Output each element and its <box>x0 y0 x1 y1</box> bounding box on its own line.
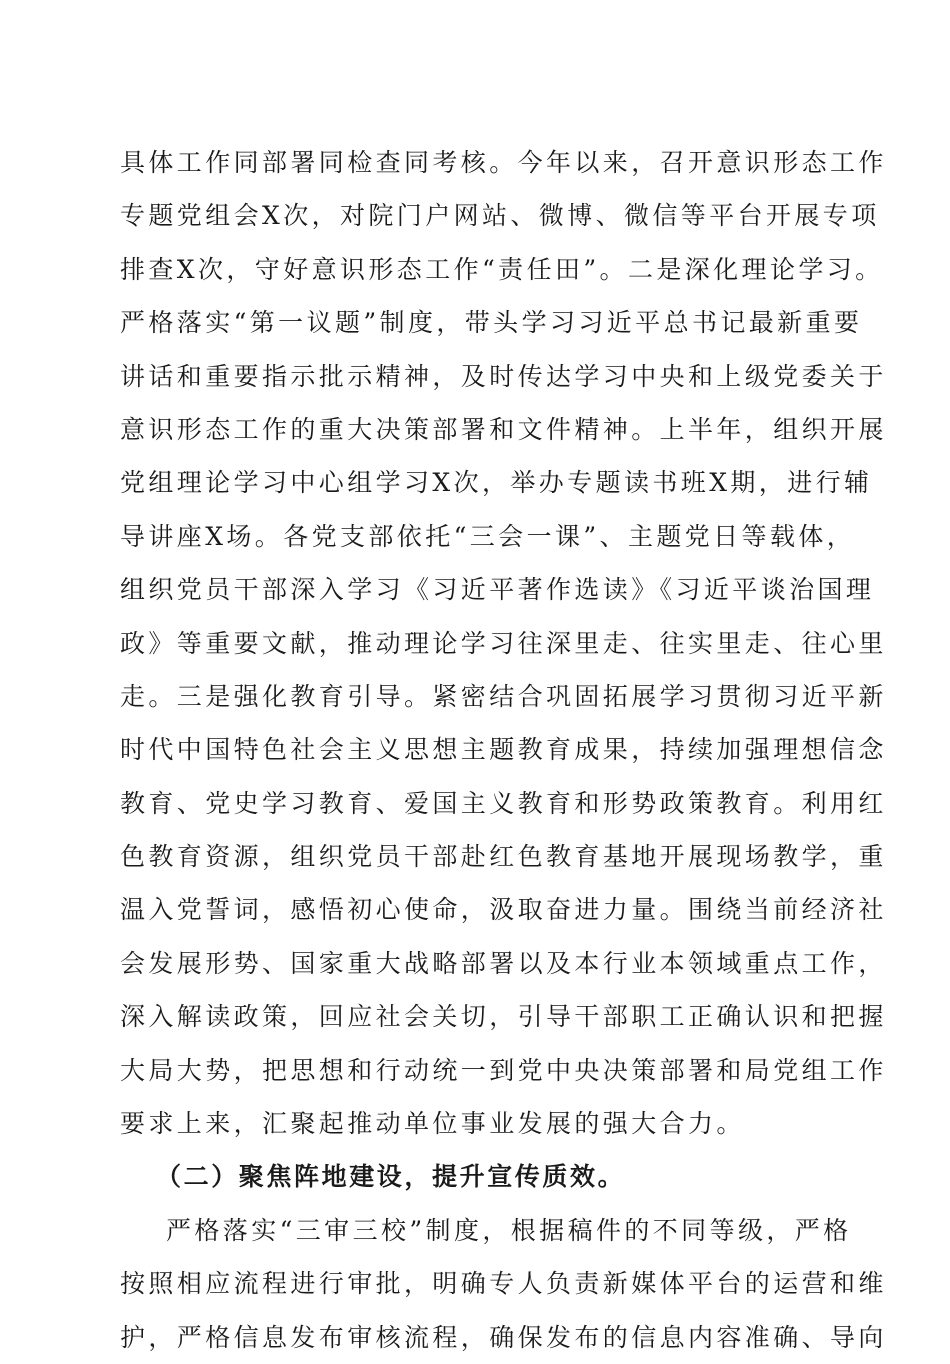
text-line: 专题党组会X次，对院门户网站、微博、微信等平台开展专项 <box>120 201 880 231</box>
text-line: 色教育资源，组织党员干部赴红色教育基地开展现场教学，重 <box>120 842 887 872</box>
text-line: 排查X次，守好意识形态工作“责任田”。二是深化理论学习。 <box>120 254 884 284</box>
text-line: 会发展形势、国家重大战略部署以及本行业本领域重点工作， <box>120 948 887 978</box>
body-text <box>120 136 887 1364</box>
text-line: 意识形态工作的重大决策部署和文件精神。上半年，组织开展 <box>120 414 887 444</box>
text-line: 大局大势，把思想和行动统一到党中央决策部署和局党组工作 <box>120 1055 887 1085</box>
text-line: 组织党员干部深入学习《习近平著作选读》《习近平谈治国理 <box>120 575 875 605</box>
text-line: 要求上来，汇聚起推动单位事业发展的强大合力。 <box>120 1109 745 1139</box>
section-heading: （二）聚焦阵地建设，提升宣传质效。 <box>156 1162 626 1192</box>
text-line: 导讲座X场。各党支部依托“三会一课”、主题党日等载体， <box>120 521 856 551</box>
text-line: 走。三是强化教育引导。紧密结合巩固拓展学习贯彻习近平新 <box>120 681 887 711</box>
text-line: 严格落实“三审三校”制度，根据稿件的不同等级，严格 <box>166 1215 852 1245</box>
text-line: 温入党誓词，感悟初心使命，汲取奋进力量。围绕当前经济社 <box>120 895 887 925</box>
text-line: 按照相应流程进行审批，明确专人负责新媒体平台的运营和维 <box>120 1269 887 1299</box>
text-line: 教育、党史学习教育、爱国主义教育和形势政策教育。利用红 <box>120 788 887 818</box>
text-line: 讲话和重要指示批示精神，及时传达学习中央和上级党委关于 <box>120 361 887 391</box>
text-line: 具体工作同部署同检查同考核。今年以来，召开意识形态工作 <box>120 148 887 177</box>
text-line: 政》等重要文献，推动理论学习往深里走、往实里走、往心里 <box>120 628 887 658</box>
text-line: 时代中国特色社会主义思想主题教育成果，持续加强理想信念 <box>120 735 887 765</box>
text-line: 严格落实“第一议题”制度，带头学习习近平总书记最新重要 <box>120 308 863 338</box>
text-line: 党组理论学习中心组学习X次，举办专题读书班X期，进行辅 <box>120 468 873 498</box>
text-line: 深入解读政策，回应社会关切，引导干部职工正确认识和把握 <box>120 1002 887 1032</box>
text-line: 护，严格信息发布审核流程，确保发布的信息内容准确、导向 <box>120 1322 887 1352</box>
